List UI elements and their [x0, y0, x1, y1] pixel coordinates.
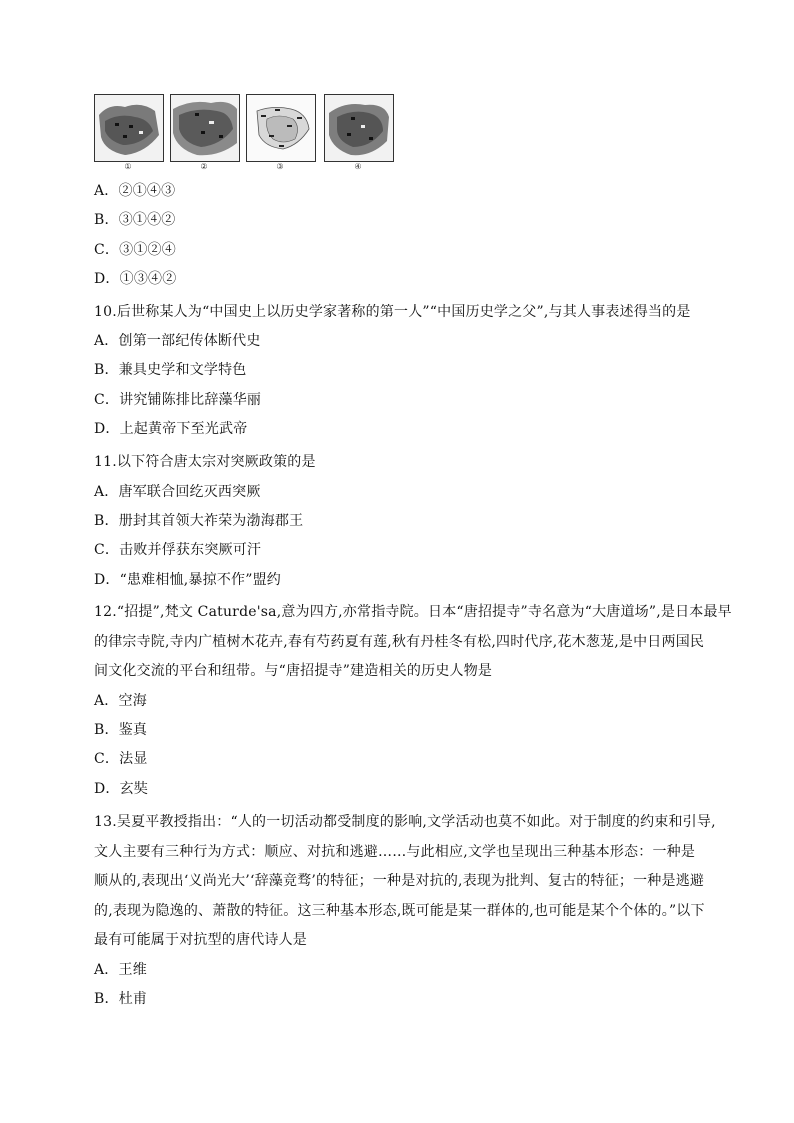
q12-stem-line-3: 间文化交流的平台和纽带。与“唐招提寺”建造相关的历史人物是: [94, 663, 493, 679]
q13-stem-line-5: 最有可能属于对抗型的唐代诗人是: [94, 932, 307, 948]
q9-option-d: D．①③④②: [94, 271, 177, 287]
q11-option-a: A．唐军联合回纥灭西突厥: [94, 484, 261, 500]
map-4: [324, 94, 394, 162]
q12-option-d: D．玄奘: [94, 781, 149, 797]
q9-option-a: A．②①④③: [94, 183, 176, 199]
q13-option-b: B．杜甫: [94, 991, 148, 1007]
q13-stem-line-2: 文人主要有三种行为方式：顺应、对抗和逃避……与此相应,文学也呈现出三种基本形态：一种是: [94, 844, 696, 860]
q12-option-c: C．法显: [94, 751, 148, 767]
map-caption-4: ④: [354, 162, 362, 171]
q13-stem-line-1: 13.吴夏平教授指出：“人的一切活动都受制度的影响,文学活动也莫不如此。对于制度的约束和引导,: [94, 814, 716, 830]
map-3: [246, 94, 316, 162]
map-2: [170, 94, 240, 162]
map-figure: [94, 94, 394, 174]
q12-option-a: A．空海: [94, 693, 147, 709]
q10-option-c: C．讲究铺陈排比辞藻华丽: [94, 392, 262, 408]
q9-option-b: B．③①④②: [94, 212, 176, 228]
q10-stem: 10.后世称某人为“中国史上以历史学家著称的第一人”“中国历史学之父”,与其人事表述得当的是: [94, 304, 691, 320]
q10-option-a: A．创第一部纪传体断代史: [94, 333, 261, 349]
q11-option-d: D．“患难相恤,暴掠不作”盟约: [94, 572, 281, 588]
q11-stem: 11.以下符合唐太宗对突厥政策的是: [94, 454, 316, 470]
q11-option-c: C．击败并俘获东突厥可汗: [94, 542, 262, 558]
q9-option-c: C．③①②④: [94, 242, 176, 258]
q13-option-a: A．王维: [94, 962, 147, 978]
q10-option-b: B．兼具史学和文学特色: [94, 362, 247, 378]
q10-option-d: D．上起黄帝下至光武帝: [94, 421, 248, 437]
q13-stem-line-4: 的,表现为隐逸的、萧散的特征。这三种基本形态,既可能是某一群体的,也可能是某个个体的。”以下: [94, 903, 705, 919]
map-caption-1: ①: [124, 162, 132, 171]
map-caption-3: ③: [276, 162, 284, 171]
q11-option-b: B．册封其首领大祚荣为渤海郡王: [94, 513, 304, 529]
map-1: [94, 94, 164, 162]
q12-stem-line-1: 12.“招提”,梵文 Caturde'sa,意为四方,亦常指寺院。日本“唐招提寺”寺名意为“大唐道场”,是日本最早: [94, 604, 732, 620]
q13-stem-line-3: 顺从的,表现出‘义尚光大’‘辞藻竞骛’的特征；一种是对抗的,表现为批判、复古的特征；一种是逃避: [94, 873, 705, 889]
q12-option-b: B．鉴真: [94, 722, 148, 738]
map-caption-2: ②: [200, 162, 208, 171]
q12-stem-line-2: 的律宗寺院,寺内广植树木花卉,春有芍药夏有莲,秋有丹桂冬有松,四时代序,花木葱茏,是中日两国民: [94, 634, 705, 650]
